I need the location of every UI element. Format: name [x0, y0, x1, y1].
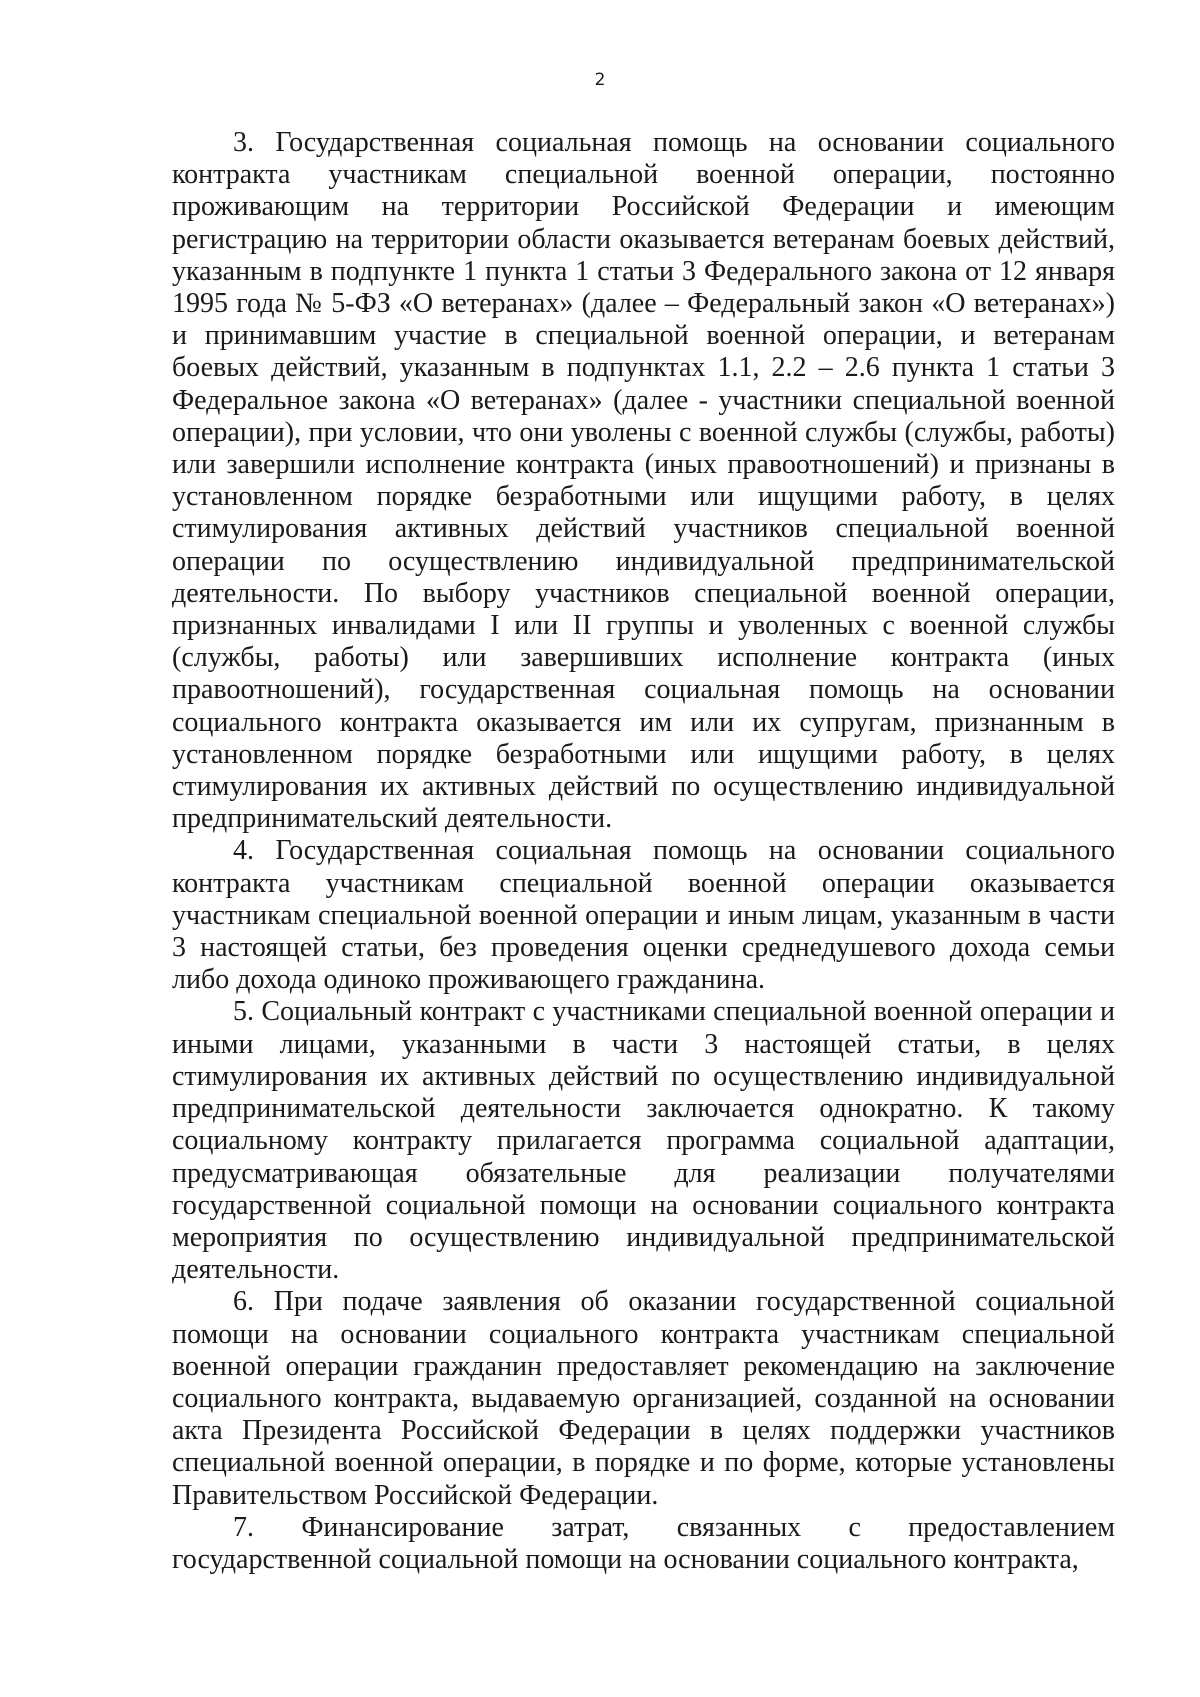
page-number: 2 — [594, 70, 606, 90]
paragraph-5: 5. Социальный контракт с участниками специальной военной операции и иными лицами, указанными в части 3 настоящей статьи, в целях стимулирования их активных действий по осуществлению индивидуальной предпринимательской деятельности заключается однократно. К такому социальному контракту прилагается программа социальной адаптации, предусматривающая обязательные для реализации получателями государственной социальной помощи на основании социального контракта мероприятия по осуществлению индивидуальной предпринимательской деятельности. — [172, 996, 1115, 1286]
paragraph-3: 3. Государственная социальная помощь на основании социального контракта участникам специальной военной операции, постоянно проживающим на территории Российской Федерации и имеющим регистрацию на территории области оказывается ветеранам боевых действий, указанным в подпункте 1 пункта 1 статьи 3 Федерального закона от 12 января 1995 года № 5-ФЗ «О ветеранах» (далее – Федеральный закон «О ветеранах») и принимавшим участие в специальной военной операции, и ветеранам боевых действий, указанным в подпунктах 1.1, 2.2 – 2.6 пункта 1 статьи 3 Федеральное закона «О ветеранах» (далее - участники специальной военной операции), при условии, что они уволены с военной службы (службы, работы) или завершили исполнение контракта (иных правоотношений) и признаны в установленном порядке безработными или ищущими работу, в целях стимулирования активных действий участников специальной военной операции по осуществлению индивидуальной предпринимательской деятельности. По выбору участников специальной военной операции, признанных инвалидами I или II группы и уволенных с военной службы (службы, работы) или завершивших исполнение контракта (иных правоотношений), государственная социальная помощь на основании социального контракта оказывается им или их супругам, признанным в установленном порядке безработными или ищущими работу, в целях стимулирования их активных действий по осуществлению индивидуальной предпринимательский деятельности. — [172, 127, 1115, 835]
paragraph-6: 6. При подаче заявления об оказании государственной социальной помощи на основании социального контракта участникам специальной военной операции гражданин предоставляет рекомендацию на заключение социального контракта, выдаваемую организацией, созданной на основании акта Президента Российской Федерации в целях поддержки участников специальной военной операции, в порядке и по форме, которые установлены Правительством Российской Федерации. — [172, 1286, 1115, 1511]
paragraph-4: 4. Государственная социальная помощь на основании социального контракта участникам специальной военной операции оказывается участникам специальной военной операции и иным лицам, указанным в части 3 настоящей статьи, без проведения оценки среднедушевого дохода семьи либо дохода одиноко проживающего гражданина. — [172, 835, 1115, 996]
document-body — [172, 127, 1115, 1576]
paragraph-7: 7. Финансирование затрат, связанных с предоставлением государственной социальной помощи на основании социального контракта, — [172, 1511, 1115, 1575]
